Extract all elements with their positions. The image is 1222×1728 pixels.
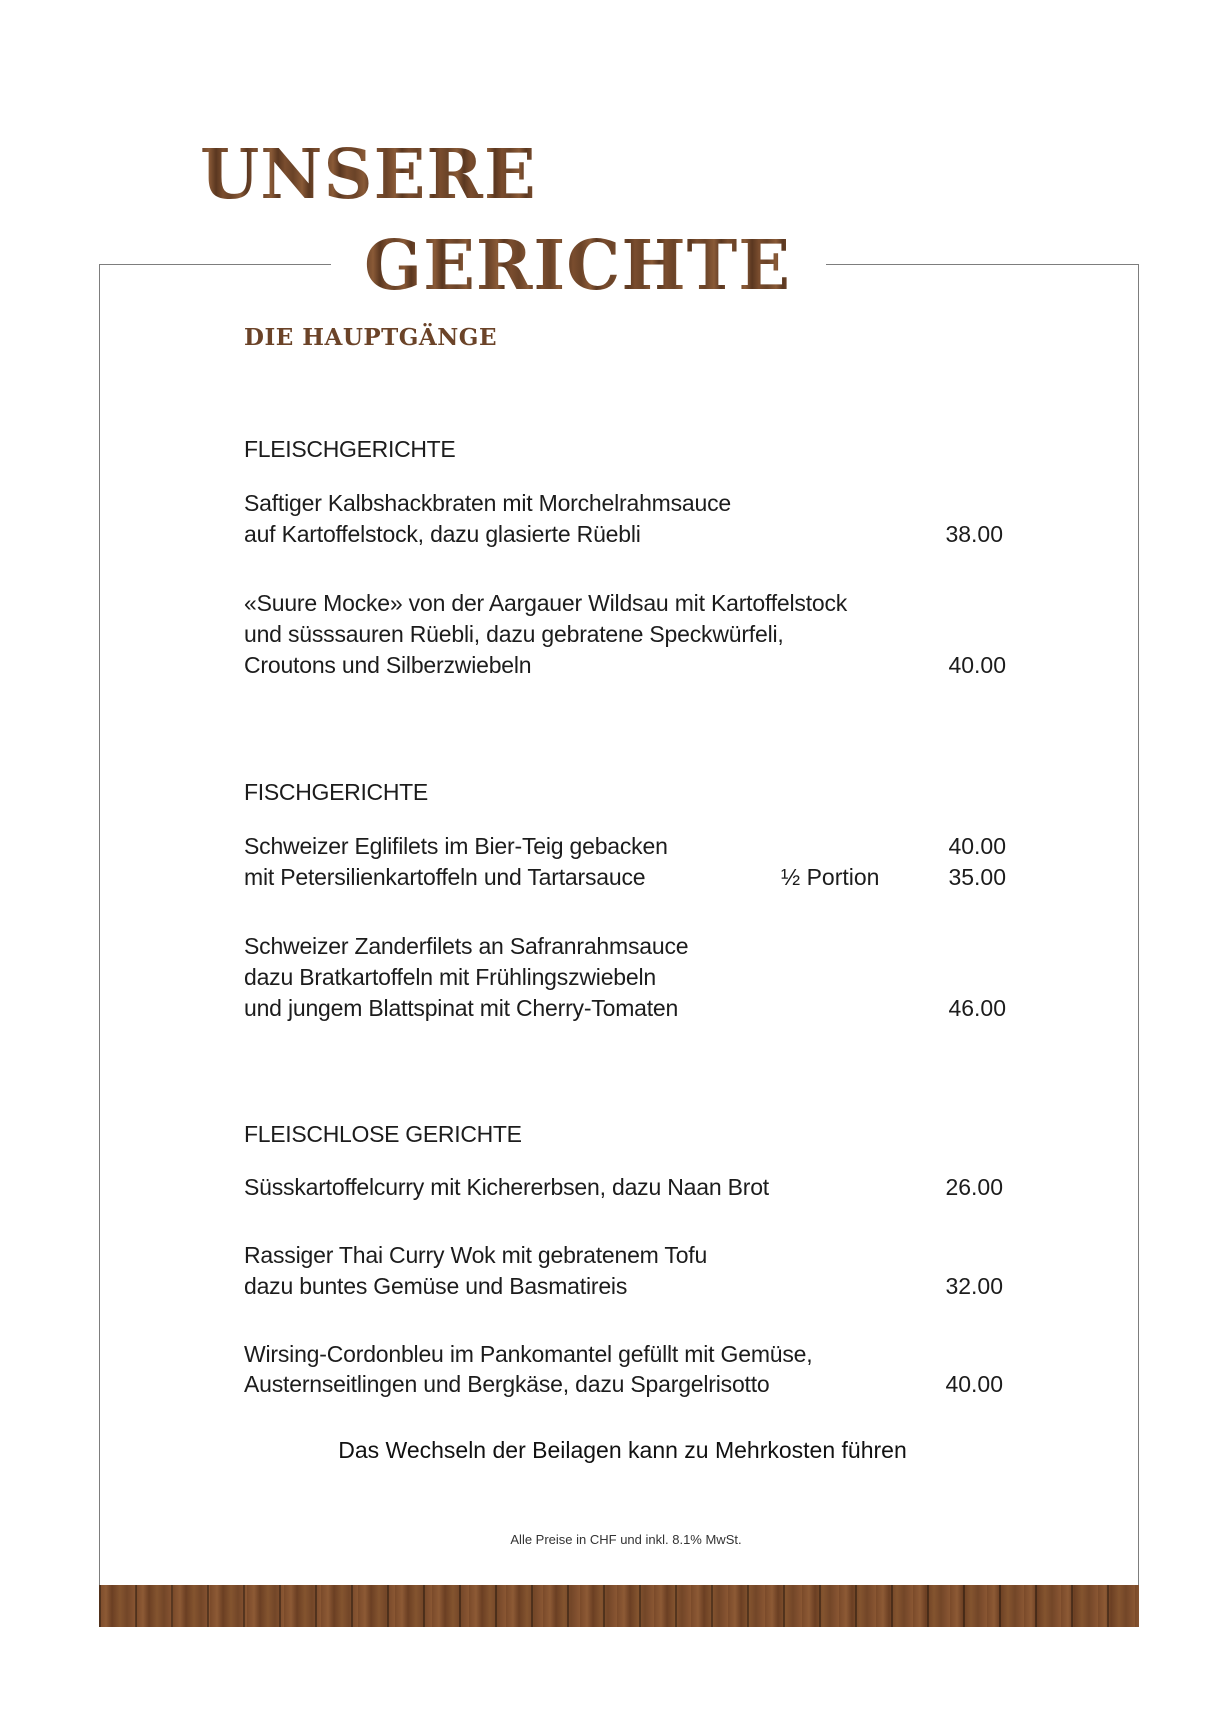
item-description-line: Austernseitlingen und Bergkäse, dazu Spargelrisotto (244, 1371, 770, 1397)
item-description-line: Croutons und Silberzwiebeln (244, 652, 532, 678)
half-portion-label: ½ Portion (781, 864, 880, 890)
half-portion-price: 35.00 (948, 864, 1006, 890)
item-price: 40.00 (945, 1371, 1003, 1397)
item-description-line: Schweizer Eglifilets im Bier-Teig gebacken (244, 833, 668, 859)
item-description-line: mit Petersilienkartoffeln und Tartarsauce (244, 864, 646, 890)
item-description-line: Schweizer Zanderfilets an Safranrahmsauce (244, 933, 689, 959)
item-price: 38.00 (945, 521, 1003, 547)
item-description-line: Saftiger Kalbshackbraten mit Morchelrahmsauce (244, 490, 732, 516)
section-heading-fleisch: FLEISCHGERICHTE (244, 436, 456, 462)
wood-strip (99, 1585, 1139, 1627)
section-heading-fleischlos: FLEISCHLOSE GERICHTE (244, 1121, 522, 1147)
item-price: 46.00 (948, 995, 1006, 1021)
side-dish-note: Das Wechseln der Beilagen kann zu Mehrkosten führen (338, 1437, 907, 1463)
subtitle: DIE HAUPTGÄNGE (244, 324, 497, 351)
item-description-line: und süsssauren Rüebli, dazu gebratene Speckwürfeli, (244, 621, 784, 647)
item-description-line: dazu buntes Gemüse und Basmatireis (244, 1273, 628, 1299)
title-line-2: GERICHTE (364, 226, 792, 306)
section-heading-fisch: FISCHGERICHTE (244, 779, 428, 805)
item-description-line: «Suure Mocke» von der Aargauer Wildsau mit Kartoffelstock (244, 590, 848, 616)
price-footnote: Alle Preise in CHF und inkl. 8.1% MwSt. (510, 1532, 742, 1547)
item-description-line: Süsskartoffelcurry mit Kichererbsen, dazu Naan Brot (244, 1174, 769, 1200)
item-description-line: Wirsing-Cordonbleu im Pankomantel gefüllt mit Gemüse, (244, 1341, 813, 1367)
frame-top-right-line (826, 264, 1139, 265)
item-price: 26.00 (945, 1174, 1003, 1200)
item-description-line: dazu Bratkartoffeln mit Frühlingszwiebeln (244, 964, 656, 990)
frame-top-left-line (99, 264, 331, 265)
item-description-line: Rassiger Thai Curry Wok mit gebratenem Tofu (244, 1242, 708, 1268)
title-line-1: UNSERE (200, 135, 537, 215)
item-price: 32.00 (945, 1273, 1003, 1299)
item-description-line: und jungem Blattspinat mit Cherry-Tomaten (244, 995, 679, 1021)
item-price: 40.00 (948, 652, 1006, 678)
item-description-line: auf Kartoffelstock, dazu glasierte Rüebli (244, 521, 641, 547)
item-price: 40.00 (948, 833, 1006, 859)
